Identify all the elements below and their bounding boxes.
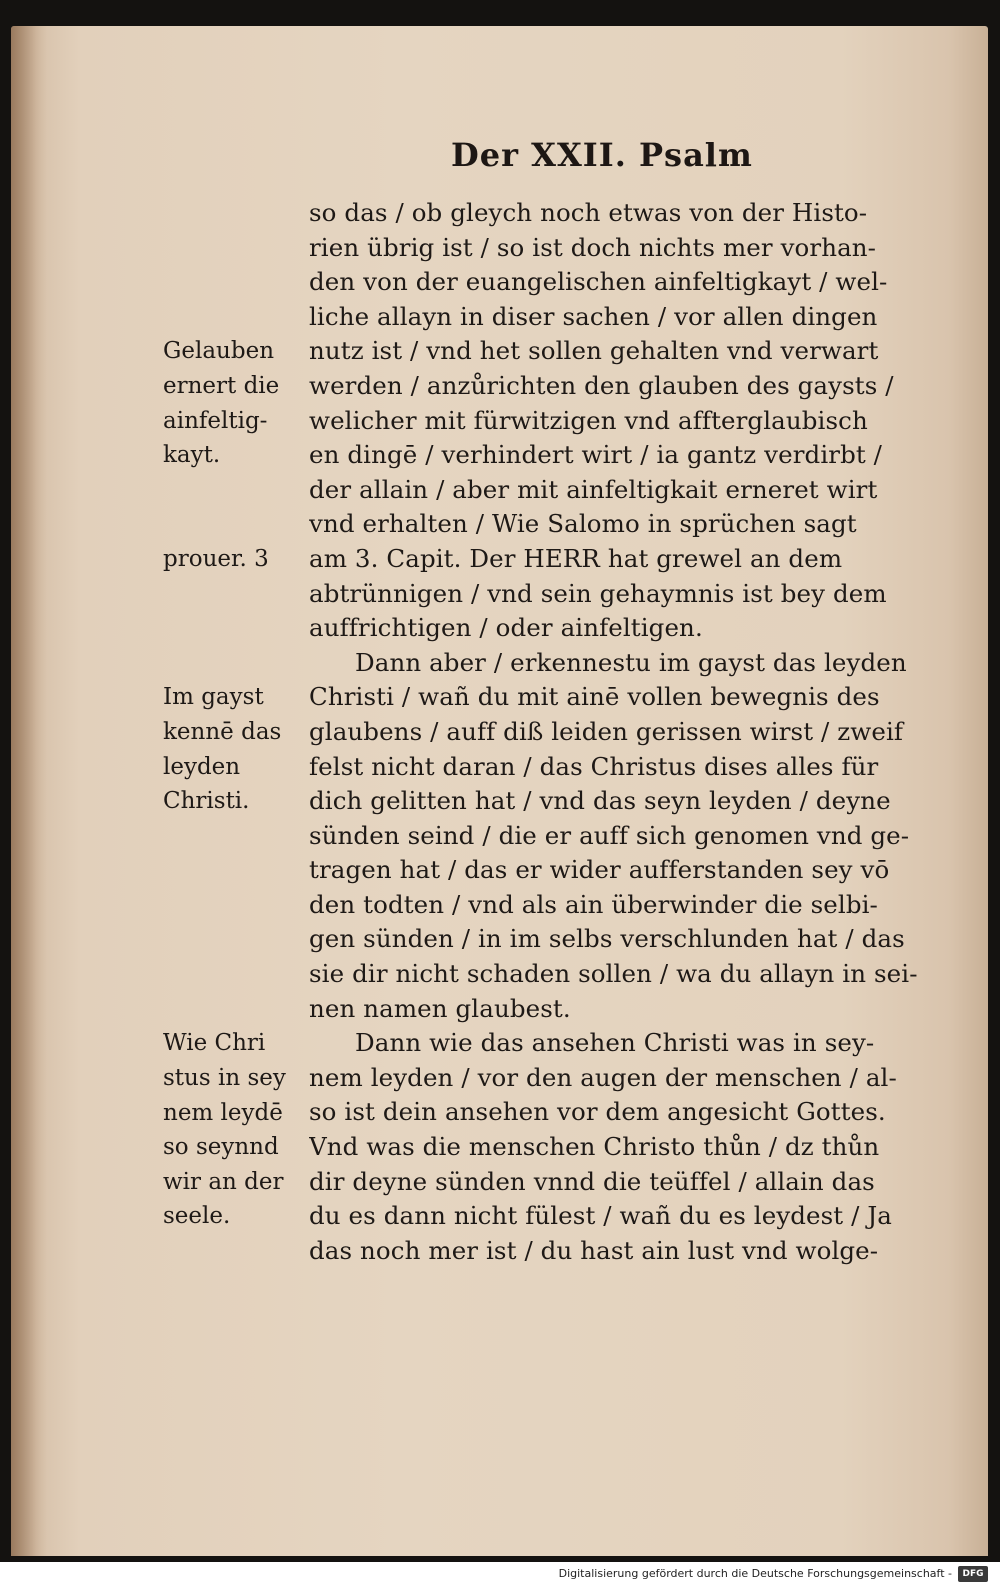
gloss-line: prouer. 3 xyxy=(163,546,269,572)
text-line: Vnd was die menschen Christo thůn / dz thůn xyxy=(309,1132,880,1162)
margin-gloss xyxy=(163,680,309,818)
text-line: dir deyne sünden vnnd die teüffel / allain das xyxy=(309,1166,875,1196)
text-line: nen namen glaubest. xyxy=(309,993,571,1023)
gloss-line: kayt. xyxy=(163,442,221,469)
gloss-line: Christi. xyxy=(163,788,250,815)
text-line: werden / anzůrichten den glauben des gaysts / xyxy=(309,370,894,400)
text-line: vnd erhalten / Wie Salomo in sprüchen sagt xyxy=(309,509,857,539)
text-line: auffrichtigen / oder ainfeltigen. xyxy=(309,613,703,643)
gloss-line: Wie Chri xyxy=(163,1030,266,1057)
gloss-line: Gelauben xyxy=(163,338,275,365)
text-line: Dann wie das ansehen Christi was in sey- xyxy=(355,1028,875,1058)
gloss-line: leyden xyxy=(163,753,241,780)
text-line: abtrünnigen / vnd sein gehaymnis ist bey dem xyxy=(309,578,887,608)
text-line: tragen hat / das er wider aufferstanden sey vō xyxy=(309,855,890,885)
margin-gloss xyxy=(163,542,309,577)
text-line: en dingē / verhindert wirt / ia gantz verdirbt / xyxy=(309,440,883,470)
book-page xyxy=(11,26,988,1556)
gloss-line: Im gayst xyxy=(163,684,264,711)
text-line: sie dir nicht schaden sollen / wa du allayn in sei- xyxy=(309,959,918,989)
main-text-block xyxy=(309,196,969,1268)
text-line: nutz ist / vnd het sollen gehalten vnd verwart xyxy=(309,336,879,366)
text-line: Christi / wañ du mit ainē vollen bewegnis des xyxy=(309,682,880,712)
text-line: du es dann nicht fülest / wañ du es leydest / Ja xyxy=(309,1201,893,1231)
gloss-line: ernert die xyxy=(163,372,280,399)
gloss-line: ainfeltig- xyxy=(163,407,268,434)
text-line: so ist dein ansehen vor dem angesicht Gottes. xyxy=(309,1097,886,1127)
margin-gloss xyxy=(163,1026,309,1234)
gloss-line: seele. xyxy=(163,1203,231,1230)
funding-notice: Digitalisierung gefördert durch die Deutsche Forschungsgemeinschaft - xyxy=(558,1567,952,1580)
text-line: felst nicht daran / das Christus dises alles für xyxy=(309,751,879,781)
margin-gloss xyxy=(163,334,309,472)
text-line: Dann aber / erkennestu im gayst das leyden xyxy=(355,647,907,677)
gloss-line: wir an der xyxy=(163,1168,284,1195)
text-line: sünden seind / die er auff sich genomen vnd ge- xyxy=(309,820,910,850)
page-gutter xyxy=(11,26,47,1556)
text-line: das noch mer ist / du hast ain lust vnd wolge- xyxy=(309,1235,879,1265)
text-line: glaubens / auff diß leiden gerissen wirst / zweif xyxy=(309,716,904,746)
text-line: den todten / vnd als ain überwinder die selbi- xyxy=(309,889,878,919)
text-line: am 3. Capit. Der HERR hat grewel an dem xyxy=(309,543,843,573)
gloss-line: nem leydē xyxy=(163,1099,283,1126)
running-head: Der XXII. Psalm xyxy=(451,136,753,174)
text-line: dich gelitten hat / vnd das seyn leyden / deyne xyxy=(309,786,891,816)
text-line: der allain / aber mit ainfeltigkait erneret wirt xyxy=(309,474,878,504)
text-line: den von der euangelischen ainfeltigkayt / wel- xyxy=(309,267,888,297)
footer-bar xyxy=(0,1562,1000,1588)
text-line: gen sünden / in im selbs verschlunden hat / das xyxy=(309,924,905,954)
text-line: liche allayn in diser sachen / vor allen dingen xyxy=(309,301,878,331)
gloss-line: stus in sey xyxy=(163,1064,286,1091)
text-line: nem leyden / vor den augen der menschen / al- xyxy=(309,1062,897,1092)
gloss-line: kennē das xyxy=(163,718,282,745)
gloss-line: so seynnd xyxy=(163,1134,279,1161)
dfg-logo: DFG xyxy=(958,1566,988,1582)
text-line: so das / ob gleych noch etwas von der Histo- xyxy=(309,198,868,227)
text-line: rien übrig ist / so ist doch nichts mer vorhan- xyxy=(309,232,877,262)
text-line: welicher mit fürwitzigen vnd affterglaubisch xyxy=(309,405,868,435)
